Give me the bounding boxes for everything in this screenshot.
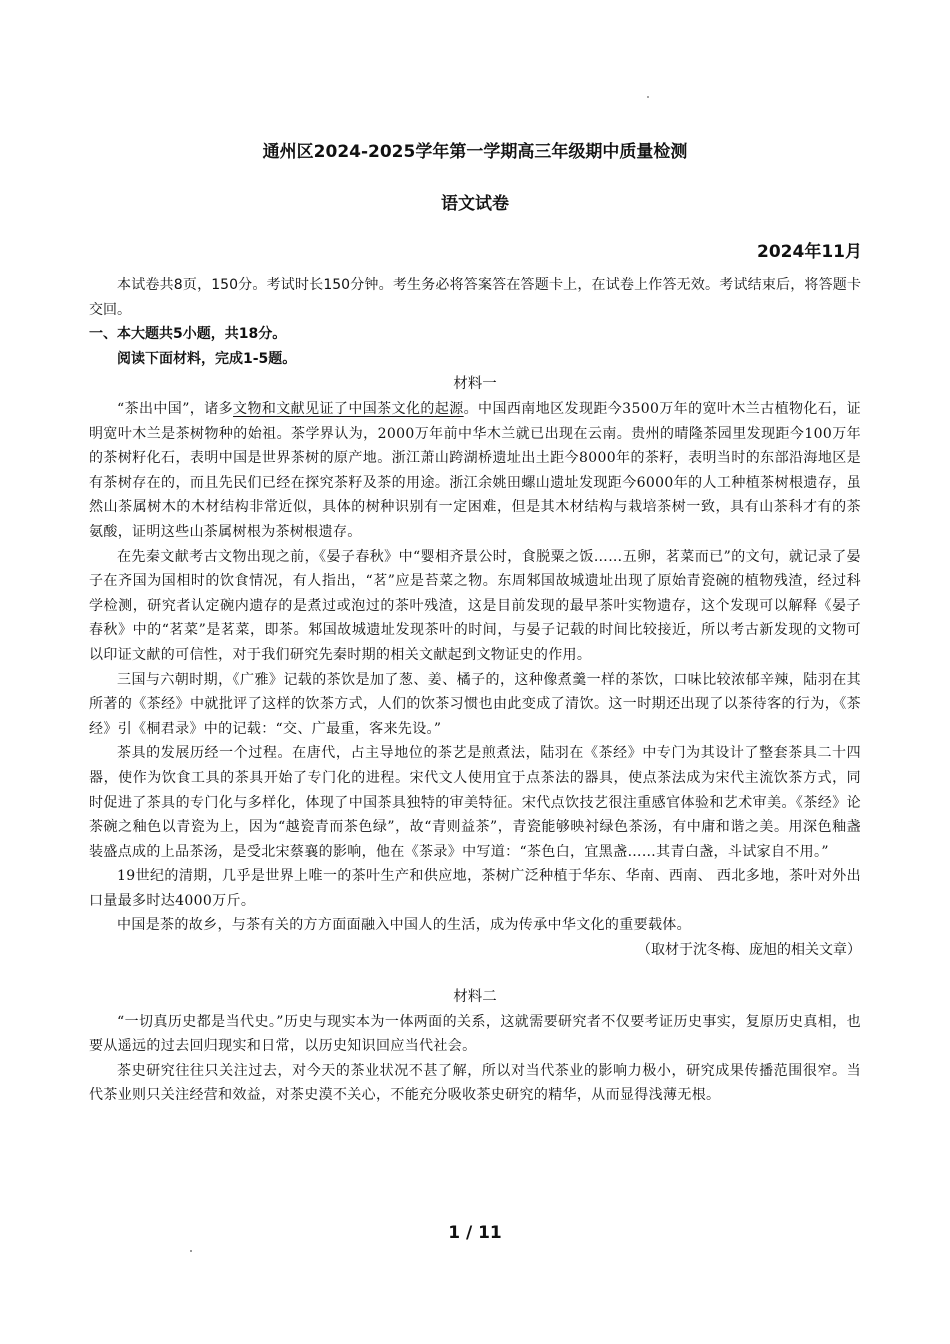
material-two-paragraph-1: “一切真历史都是当代史。”历史与现实本为一体两面的关系，这就需要研究者不仅要考证历史事实，复原历史真相，也要从遥远的过去回归现实和日常，以历史知识回应当代社会。 <box>89 1013 861 1055</box>
material-one-paragraph-1 <box>89 397 861 545</box>
material-one-paragraph-6: 中国是茶的故乡，与茶有关的方方面面融入中国人的生活，成为传承中华文化的重要载体。 <box>117 917 691 934</box>
exam-title: 通州区2024-2025学年第一学期高三年级期中质量检测 <box>262 142 688 162</box>
paragraph-text: “茶出中国”，诸多 <box>117 401 234 417</box>
material-one-paragraph-3: 三国与六朝时期，《广雅》记载的茶饮是加了葱、姜、橘子的，这种像煮羹一样的茶饮，口味比较浓郁辛辣，陆羽在其所著的《茶经》中就批评了这样的饮茶方式，人们的饮茶习惯也由此变成了清饮。这一时期还出现了以茶待客的行为，《茶经》引《桐君录》中的记载：“交、广最重，客来先设。” <box>89 671 861 737</box>
material-two-title: 材料二 <box>453 988 497 1005</box>
material-one-paragraph-5: 19世纪的清期，几乎是世界上唯一的茶叶生产和供应地，茶树广泛种植于华东、华南、西南、 西北多地，茶叶对外出口量最多时达4000万斤。 <box>89 868 861 909</box>
spacer <box>89 963 861 985</box>
exam-date: 2024年11月 <box>757 242 862 262</box>
material-one-title: 材料一 <box>453 376 497 392</box>
section-heading: 一、本大题共5小题，共18分。 <box>89 326 287 342</box>
material-one-paragraph-4: 茶具的发展历经一个过程。在唐代，占主导地位的茶艺是煎煮法，陆羽在《茶经》中专门为其设计了整套茶具二十四器，使作为饮食工具的茶具开始了专门化的进程。宋代文人使用宜于点茶法的器具，使点茶法成为宋代主流饮茶方式，同时促进了茶具的专门化与多样化，体现了中国茶具独特的审美特征。宋代点饮技艺很注重感官体验和艺术审美。《茶经》论茶碗之釉色以青瓷为上，因为“越瓷青而茶色绿”，故“青则益茶”，青瓷能够映衬绿色茶汤，有中庸和谐之美。用深色釉盏装盛点成的上品茶汤，是受北宋蔡襄的影响，他在《茶录》中写道：“茶色白，宜黑盏……其青白盏，斗试家自不用。” <box>89 745 861 860</box>
material-one-source: （取材于沈冬梅、庞旭的相关文章） <box>637 942 861 959</box>
page-number: 1 / 11 <box>448 1223 502 1243</box>
paragraph-text: 。中国西南地区发现距今3500万年的宽叶木兰古植物化石，证明宽叶木兰是茶树物种的始祖。茶学界认为，2000万年前中华木兰就已出现在云南。贵州的晴隆茶园里发现距今100万年的茶树籽化石，表明中国是世界茶树的原产地。浙江萧山跨湖桥遗址出土距今8000年的茶籽，表明当时的东部沿海地区是有茶树存在的，而且先民们已经在探究茶籽及茶的用途。浙江余姚田螺山遗址发现距今6000年的人工种植茶树根遗存，虽然山茶属树木的木材结构非常近似，具体的树种识别有一定困难，但是其木材结构与栽培茶树一致，具有山茶科才有的茶氨酸，证明这些山茶属树根为茶树根遗存。 <box>89 401 861 540</box>
underlined-phrase: 文物和文献见证了中国茶文化的起源 <box>233 401 464 417</box>
exam-subtitle: 语文试卷 <box>441 194 509 214</box>
section-subheading: 阅读下面材料，完成1-5题。 <box>117 351 297 367</box>
scan-mark <box>190 1250 192 1252</box>
scan-dot <box>647 96 649 98</box>
material-two-paragraph-2: 茶史研究往往只关注过去，对今天的茶业状况不甚了解，所以对当代茶业的影响力极小，研究成果传播范围很窄。当代茶业则只关注经营和效益，对茶史漠不关心，不能充分吸收茶史研究的精华，从而显得浅薄无根。 <box>89 1062 861 1104</box>
material-one-paragraph-2: 在先秦文献考古文物出现之前，《晏子春秋》中“婴相齐景公时，食脱粟之饭……五卵，茗菜而已”的文句，就记录了晏子在齐国为国相时的饮食情况，有人指出，“茗”应是苔菜之物。东周邾国故城遗址出现了原始青瓷碗的植物残渣，经过科学检测，研究者认定碗内遗存的是煮过或泡过的茶叶残渣，这是目前发现的最早茶叶实物遗存，这个发现可以解释《晏子春秋》中的“茗菜”是茗菜，即茶。邾国故城遗址发现茶叶的时间，与晏子记载的时间比较接近，所以考古新发现的文物可以印证文献的可信性，对于我们研究先秦时期的相关文献起到文物证史的作用。 <box>89 548 861 663</box>
exam-content <box>89 273 861 1108</box>
instructions: 本试卷共8页，150分。考试时长150分钟。考生务必将答案答在答题卡上，在试卷上作答无效。考试结束后，将答题卡交回。 <box>89 277 861 318</box>
